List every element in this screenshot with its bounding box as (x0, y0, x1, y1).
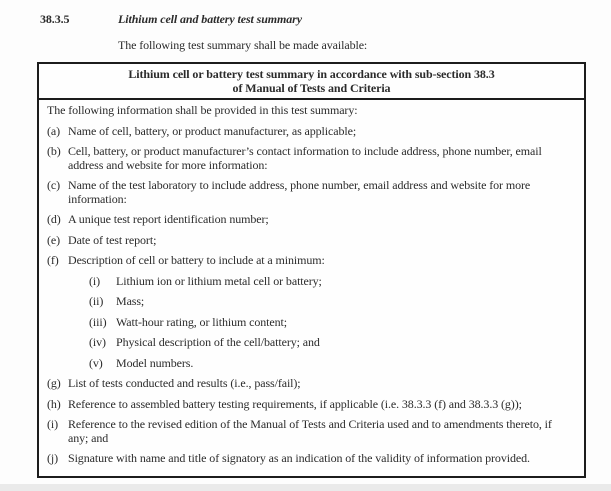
table-header-line1: Lithium cell or battery test summary in accordance with sub-section 38.3 (128, 67, 495, 81)
sub-item-v (89, 357, 574, 371)
list-item-label: (j) (47, 451, 59, 465)
list-item-text: Reference to the revised edition of the Manual of Tests and Criteria used and to amendments thereto, if any; and (68, 417, 552, 445)
table-header (39, 64, 584, 100)
sub-item-text: Physical description of the cell/battery; and (116, 335, 320, 349)
sub-item-ii (89, 295, 574, 309)
list-item-b (47, 145, 574, 172)
list-item-text: Reference to assembled battery testing requirements, if applicable (i.e. 38.3.3 (f) and 38.3.3 (g)); (68, 396, 522, 411)
list-item-label: (c) (47, 178, 61, 192)
sub-item-text: Mass; (116, 294, 145, 308)
section-title: Lithium cell and battery test summary (118, 12, 302, 26)
sub-item-i (89, 275, 574, 289)
list-item-text: Cell, battery, or product manufacturer’s contact information to include address, phone number, email address and website for more information: (68, 144, 542, 172)
list-item-label: (i) (47, 417, 59, 431)
list-item-a (47, 125, 574, 139)
sub-item-label: (iii) (89, 314, 107, 329)
list-item-label: (b) (47, 144, 61, 158)
scan-edge-shadow (0, 484, 611, 491)
table-body (39, 100, 584, 466)
sub-item-text: Model numbers. (116, 355, 194, 370)
sub-item-label: (ii) (89, 294, 104, 308)
list-item-j (47, 452, 574, 466)
list-item-text: A unique test report identification number; (68, 212, 269, 226)
list-item-h (47, 398, 574, 412)
list-item-label: (g) (47, 376, 61, 390)
list-item-row (47, 254, 574, 268)
document-intro: The following test summary shall be made available: (118, 38, 368, 52)
table-header-line2: of Manual of Tests and Criteria (232, 81, 391, 95)
list-item-label: (d) (47, 212, 61, 226)
list-item-f (47, 254, 574, 370)
sub-item-label: (v) (89, 355, 103, 370)
list-item-label: (e) (47, 232, 61, 247)
list-item-text: Description of cell or battery to include at a minimum: (68, 253, 325, 267)
list-item-c (47, 179, 574, 206)
table-intro: The following information shall be provided in this test summary: (47, 103, 358, 117)
list-item-text: Date of test report; (68, 232, 157, 247)
list-item-text: List of tests conducted and results (i.e., pass/fail); (68, 376, 301, 390)
sub-item-text: Lithium ion or lithium metal cell or battery; (116, 273, 322, 288)
list-item-text: Name of the test laboratory to include address, phone number, email address and website for more information: (68, 178, 531, 206)
list-item-i (47, 418, 574, 445)
section-heading (40, 12, 302, 27)
list-item-e (47, 234, 574, 248)
test-summary-table (37, 62, 586, 478)
list-item-label: (a) (47, 123, 61, 138)
list-item-text: Name of cell, battery, or product manufacturer, as applicable; (68, 123, 357, 138)
sub-item-label: (iv) (89, 335, 106, 349)
section-number: 38.3.5 (40, 12, 70, 26)
list-item-label: (h) (47, 396, 61, 411)
list-item-label: (f) (47, 253, 59, 267)
sub-item-label: (i) (89, 273, 101, 288)
sub-item-iv (89, 336, 574, 350)
sub-item-iii (89, 316, 574, 330)
list-item-text: Signature with name and title of signatory as an indication of the validity of information provided. (68, 451, 530, 465)
list-item-d (47, 213, 574, 227)
sub-item-text: Watt-hour rating, or lithium content; (116, 314, 287, 329)
list-item-g (47, 377, 574, 391)
